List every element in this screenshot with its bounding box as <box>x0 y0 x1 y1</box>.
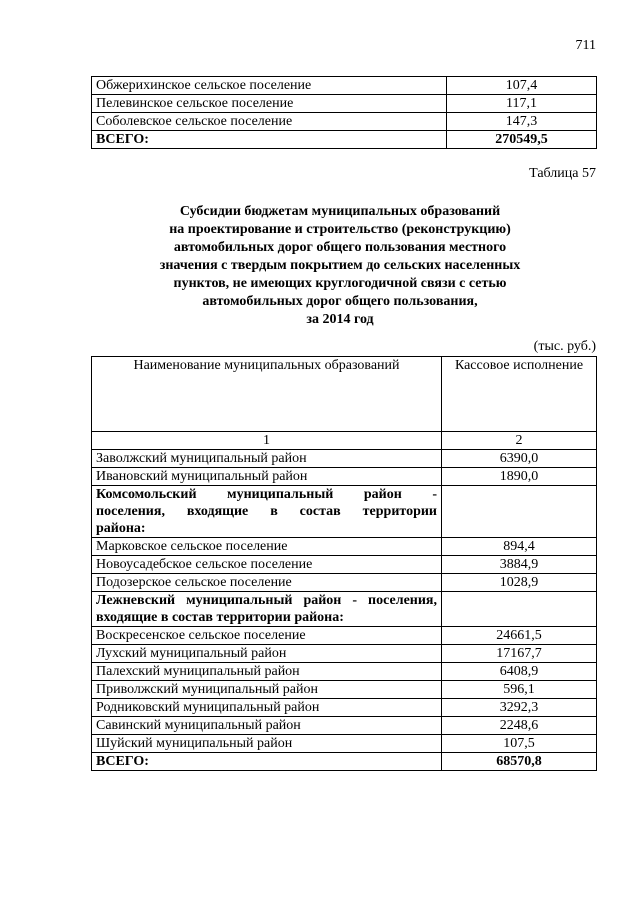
table-row <box>92 681 597 699</box>
municipality-name: Ивановский муниципальный район <box>92 468 442 486</box>
column-number: 1 <box>92 432 442 450</box>
municipality-name: Шуйский муниципальный район <box>92 735 442 753</box>
group-heading-row <box>92 486 597 538</box>
group-heading-line: Комсомольский муниципальный район - <box>96 487 437 502</box>
table-row <box>92 574 597 592</box>
municipality-name: Обжерихинское сельское поселение <box>92 77 447 95</box>
group-heading <box>92 592 442 627</box>
amount-value: 894,4 <box>442 538 597 556</box>
table-row <box>92 699 597 717</box>
amount-value: 3292,3 <box>442 699 597 717</box>
municipality-name: Подозерское сельское поселение <box>92 574 442 592</box>
group-heading <box>92 486 442 538</box>
title-line: автомобильных дорог общего пользования, <box>202 294 478 309</box>
group-heading-row <box>92 592 597 627</box>
amount-value: 6408,9 <box>442 663 597 681</box>
column-number: 2 <box>442 432 597 450</box>
table-number-label: Таблица 57 <box>529 166 596 181</box>
table-row <box>92 627 597 645</box>
municipality-name: Палехский муниципальный район <box>92 663 442 681</box>
municipality-name: Пелевинское сельское поселение <box>92 95 447 113</box>
header-name-column: Наименование муниципальных образований <box>92 357 442 432</box>
subsidies-table <box>91 356 597 771</box>
amount-value: 2248,6 <box>442 717 597 735</box>
amount-value: 17167,7 <box>442 645 597 663</box>
header-amount-column: Кассовое исполнение <box>442 357 597 432</box>
municipality-name: Родниковский муниципальный район <box>92 699 442 717</box>
title-line: значения с твердым покрытием до сельских населенных <box>159 258 521 273</box>
total-label: ВСЕГО: <box>92 131 447 149</box>
empty-cell <box>442 592 597 627</box>
municipality-name: Приволжский муниципальный район <box>92 681 442 699</box>
municipality-name: Лухский муниципальный район <box>92 645 442 663</box>
amount-value: 3884,9 <box>442 556 597 574</box>
total-label: ВСЕГО: <box>92 753 442 771</box>
title-line: на проектирование и строительство (реконструкцию) <box>169 222 511 237</box>
group-heading-line: Лежневский муниципальный район - поселения, <box>96 593 437 608</box>
municipality-name: Савинский муниципальный район <box>92 717 442 735</box>
column-number-row <box>92 432 597 450</box>
table-row <box>92 663 597 681</box>
amount-value: 107,4 <box>447 77 597 95</box>
table-row <box>92 645 597 663</box>
amount-value: 117,1 <box>447 95 597 113</box>
group-heading-line: поселения, входящие в состав территории <box>96 504 437 519</box>
table-row <box>92 735 597 753</box>
table-row <box>92 95 597 113</box>
total-value: 68570,8 <box>442 753 597 771</box>
amount-value: 107,5 <box>442 735 597 753</box>
amount-value: 596,1 <box>442 681 597 699</box>
table-row <box>92 468 597 486</box>
total-row <box>92 753 597 771</box>
amount-value: 24661,5 <box>442 627 597 645</box>
total-row <box>92 131 597 149</box>
title-line: за 2014 год <box>306 312 374 327</box>
municipality-name: Воскресенское сельское поселение <box>92 627 442 645</box>
amount-value: 6390,0 <box>442 450 597 468</box>
continued-table <box>91 76 597 149</box>
title-line: автомобильных дорог общего пользования местного <box>173 240 507 255</box>
empty-cell <box>442 486 597 538</box>
table-row <box>92 538 597 556</box>
table-title <box>120 203 560 329</box>
table-row <box>92 717 597 735</box>
table-row <box>92 556 597 574</box>
table-row <box>92 450 597 468</box>
table-row <box>92 113 597 131</box>
municipality-name: Соболевское сельское поселение <box>92 113 447 131</box>
header-row <box>92 357 597 432</box>
title-line: пунктов, не имеющих круглогодичной связи с сетью <box>173 276 507 291</box>
group-heading-line: входящие в состав территории района: <box>96 610 344 625</box>
total-value: 270549,5 <box>447 131 597 149</box>
title-line: Субсидии бюджетам муниципальных образований <box>179 204 501 219</box>
municipality-name: Заволжский муниципальный район <box>92 450 442 468</box>
amount-value: 1890,0 <box>442 468 597 486</box>
amount-value: 1028,9 <box>442 574 597 592</box>
group-heading-line: района: <box>96 521 146 536</box>
amount-value: 147,3 <box>447 113 597 131</box>
page-number: 711 <box>575 38 596 53</box>
units-label: (тыс. руб.) <box>533 339 596 354</box>
municipality-name: Марковское сельское поселение <box>92 538 442 556</box>
municipality-name: Новоусадебское сельское поселение <box>92 556 442 574</box>
table-row <box>92 77 597 95</box>
